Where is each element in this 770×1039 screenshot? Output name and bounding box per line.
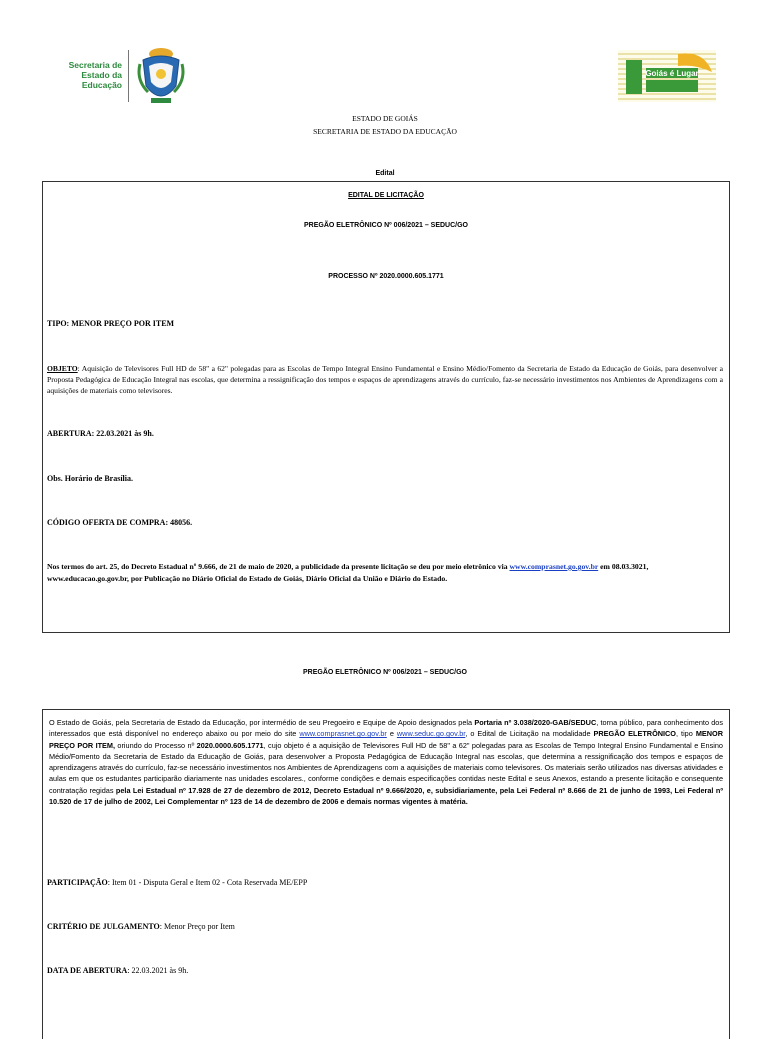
secretaria-name: SECRETARIA DE ESTADO DA EDUCAÇÃO (313, 127, 457, 136)
coat-of-arms-icon (136, 46, 186, 108)
goias-e-lugar-logo (618, 50, 716, 102)
logo-divider (128, 50, 129, 102)
objeto-label: OBJETO (47, 364, 78, 373)
processo-number: PROCESSO Nº 2020.0000.605.1771 (328, 273, 444, 280)
edital-summary-box (42, 181, 730, 633)
pregao-heading: PREGÃO ELETRÔNICO Nº 006/2021 – SEDUC/GO (303, 669, 467, 676)
edital-label: Edital (375, 170, 395, 177)
participacao-line: PARTICIPAÇÃO: Item 01 - Disputa Geral e Item 02 - Cota Reservada ME/EPP (47, 878, 308, 887)
seduc-logo (58, 46, 198, 106)
logo-text: Secretaria de Estado da Educação (68, 60, 122, 90)
comprasnet-link[interactable]: www.comprasnet.go.gov.br (299, 729, 387, 739)
state-name: ESTADO DE GOIÁS (352, 114, 418, 123)
abertura-line: ABERTURA: 22.03.2021 às 9h. (47, 429, 154, 438)
pregao-number: PREGÃO ELETRÔNICO Nº 006/2021 – SEDUC/GO (304, 222, 468, 229)
data-abertura-line: DATA DE ABERTURA: 22.03.2021 às 9h. (47, 966, 189, 975)
codigo-line: CÓDIGO OFERTA DE COMPRA: 48056. (47, 518, 193, 527)
publicidade-paragraph: Nos termos do art. 25, do Decreto Estadual nº 9.666, de 21 de maio de 2020, a publicidade da presente licitação se deu por meio eletrônico via www.comprasnet.go.gov.br em 08.03.3021, www.educacao.go.gov.br, por Publicação no Diário Oficial do Estado de Goiás, Diário Oficial da União e Diário do Estado. (47, 562, 649, 583)
edital-body-box (42, 709, 730, 1039)
preambulo-paragraph: O Estado de Goiás, pela Secretaria de Estado da Educação, por intermédio de seu Pregoeiro e Equipe de Apoio designados pela Portaria nº 3.038/2020-GAB/SEDUC, torna público, para conhecimento dos interessados que está disponível no endereço abaixo ou por meio do site www.comprasnet.go.gov.br e www.seduc.go.gov.br, o Edital de Licitação na modalidade PREGÃO ELETRÔNICO, tipo MENOR PREÇO POR ITEM, oriundo do Processo nº 2020.0000.605.1771, cujo objeto é a aquisição de Televisores Full HD de 58" a 62" polegadas para as Escolas de Tempo Integral Ensino Fundamental e Ensino Médio/Fomento da Secretaria de Estado da Educação de Goiás, para desenvolver a Proposta Pedagógica de Educação Integral nas escolas, que determina a ressignificação dos tempos e espaços de aprendizagens através do currículo, faz-se necessário investimentos nos Ambientes de Aprendizagens com a aquisições de materiais como televisores. Os materiais serão utilizados nas diversas atividades e aulas em que os estudantes participarão diariamente nas unidades escolares., conforme condições e demais especificações contidas neste Edital e seus Anexos, estando a presente licitação e consequente contratação regidas pela Lei Estadual nº 17.928 de 27 de dezembro de 2012, Decreto Estadual nº 9.666/2020, e, subsidiariamente, pela Lei Federal nº 8.666 de 21 de junho de 1993, Lei Federal nº 10.520 de 17 de julho de 2002, Lei Complementar nº 123 de 14 de dezembro de 2006 e demais normas vigentes à matéria. (49, 718, 723, 807)
right-logo-text: Goiás é Lugar (645, 69, 699, 78)
objeto-text: : Aquisição de Televisores Full HD de 58" a 62" polegadas para as Escolas de Tempo Integral Ensino Fundamental e Ensino Médio/Fomento da Secretaria de Estado da Educação de Goiás, para desenvolver a Proposta Pedagógica de Educação Integral nas escolas, que determina a ressignificação dos tempos e espaços de aprendizagens através do currículo, faz-se necessário investimentos nos Ambientes de Aprendizagens com a aquisições de materiais como televisores. (47, 364, 723, 395)
seduc-link[interactable]: www.seduc.go.gov.br (396, 729, 466, 739)
tipo-line: TIPO: MENOR PREÇO POR ITEM (47, 319, 175, 328)
criterio-line: CRITÉRIO DE JULGAMENTO: Menor Preço por Item (47, 922, 235, 931)
comprasnet-link[interactable]: www.comprasnet.go.gov.br (509, 562, 599, 571)
obs-line: Obs. Horário de Brasília. (47, 474, 133, 483)
objeto-paragraph (47, 363, 723, 396)
edital-title: EDITAL DE LICITAÇÃO (348, 192, 424, 199)
